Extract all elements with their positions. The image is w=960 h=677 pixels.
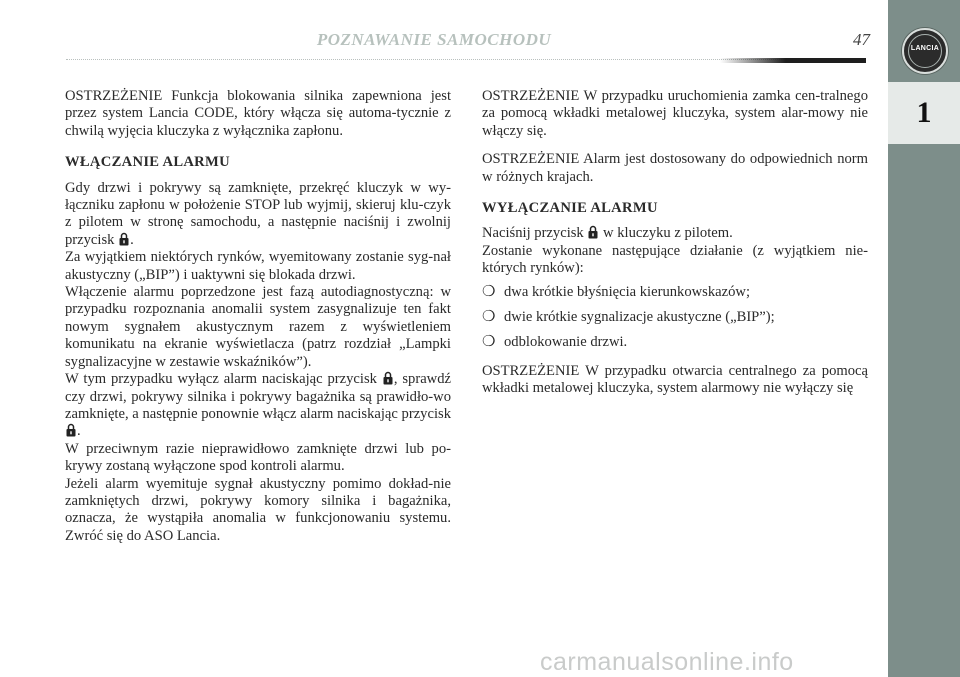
list-item-text: dwie krótkie sygnalizacje akustyczne („BIP”); xyxy=(504,309,775,326)
list-item-text: dwa krótkie błyśnięcia kierunkowskazów; xyxy=(504,283,750,300)
section-title: POZNAWANIE SAMOCHODU xyxy=(316,30,552,49)
warning-immobilizer: OSTRZEŻENIE Funkcja blokowania silnika zapewniona jest przez system Lancia CODE, który włącza się automa-tycznie z chwilą wyjęcia kluczyka z wyłącznika zapłonu. xyxy=(65,88,451,139)
lancia-logo xyxy=(902,28,948,74)
list-item-text: odblokowanie drzwi. xyxy=(504,334,628,351)
padlock-icon xyxy=(383,371,393,385)
list-item xyxy=(482,284,868,301)
bullet-circle-icon: ❍ xyxy=(482,309,496,326)
warning-central-lock: OSTRZEŻENIE W przypadku uruchomienia zamka cen-tralnego za pomocą wkładki metalowej kluczyka, system alar-mowy nie włączy się. xyxy=(482,88,868,139)
arming-paragraph-1 xyxy=(65,180,451,250)
header-rule xyxy=(720,58,866,63)
heading-arming: WŁĄCZANIE ALARMU xyxy=(65,154,230,171)
arming-paragraph-4 xyxy=(65,371,451,441)
bullet-circle-icon: ❍ xyxy=(482,334,496,351)
chapter-tab[interactable]: 1 xyxy=(888,82,960,144)
logo-text: LANCIA xyxy=(910,45,940,52)
warning-metal-insert: OSTRZEŻENIE W przypadku otwarcia centralnego za pomocą wkładki metalowej kluczyka, system alarmowy nie wyłączy się xyxy=(482,362,868,397)
warning-norms: OSTRZEŻENIE Alarm jest dostosowany do odpowiednich norm w różnych krajach. xyxy=(482,151,868,185)
arming-text-1: Gdy drzwi i pokrywy są zamknięte, przekręć kluczyk w wy-łączniku zapłonu w położenie STOP lub wyjmij, skieruj klu-czyk z pilotem w stronę samochodu, a następnie naciśnij i zwolnij przycisk xyxy=(65,179,451,248)
arming-paragraph-2: Za wyjątkiem niektórych rynków, wyemitowany zostanie syg-nał akustyczny („BIP”) i uaktywni się blokada drzwi. xyxy=(65,249,451,283)
bullet-circle-icon: ❍ xyxy=(482,283,496,300)
header-divider xyxy=(66,59,800,60)
arming-paragraph-3: Włączenie alarmu poprzedzone jest fazą autodiagnostyczną: w przypadku rozpoznania anomalii system zasygnalizuje ten fakt nowym sygnałem akustycznym razem z wyświetleniem komunikatu na ekranie wyświetlacza (patrz rozdział „Lampki sygnalizacyjne w zestawie wskaźników”). xyxy=(65,284,451,370)
padlock-icon xyxy=(119,232,129,246)
heading-disarming: WYŁĄCZANIE ALARMU xyxy=(482,200,658,217)
arming-text-1-end: . xyxy=(130,231,134,248)
arming-text-4-end: . xyxy=(77,423,81,440)
chapter-sidebar xyxy=(888,0,960,677)
disarming-paragraph-2: Zostanie wykonane następujące działanie (z wyjątkiem nie-których rynków): xyxy=(482,242,868,277)
page-number: 47 xyxy=(853,30,870,49)
padlock-icon xyxy=(66,423,76,437)
disarm-text-1b: w kluczyku z pilotem. xyxy=(603,225,733,242)
left-column xyxy=(65,88,451,545)
arming-paragraph-5: W przeciwnym razie nieprawidłowo zamknięte drzwi lub po-krywy zostaną wyłączone spod kontroli alarmu. xyxy=(65,440,451,475)
disarming-paragraph-1 xyxy=(482,225,868,242)
watermark: carmanualsonline.info xyxy=(540,648,794,676)
list-item xyxy=(482,334,868,351)
disarm-text-1a: Naciśnij przycisk xyxy=(482,225,584,242)
arming-paragraph-6: Jeżeli alarm wyemituje sygnał akustyczny pomimo dokład-nie zamkniętych drzwi, pokrywy komory silnika i bagażnika, oznacza, że wystąpiła anomalia w funkcjonowaniu systemu. Zwróć się do ASO Lancia. xyxy=(65,475,451,544)
arming-text-4a: W tym przypadku wyłącz alarm naciskając przycisk xyxy=(65,371,377,388)
disarm-actions-list xyxy=(482,284,868,352)
list-item xyxy=(482,309,868,326)
right-column xyxy=(482,88,868,398)
padlock-icon xyxy=(588,225,598,239)
arming-text-4b: , sprawdź czy drzwi, pokrywy silnika i pokrywy bagażnika są prawidło-wo zamknięte, a następnie ponownie włącz alarm naciskając przycisk xyxy=(65,371,451,422)
